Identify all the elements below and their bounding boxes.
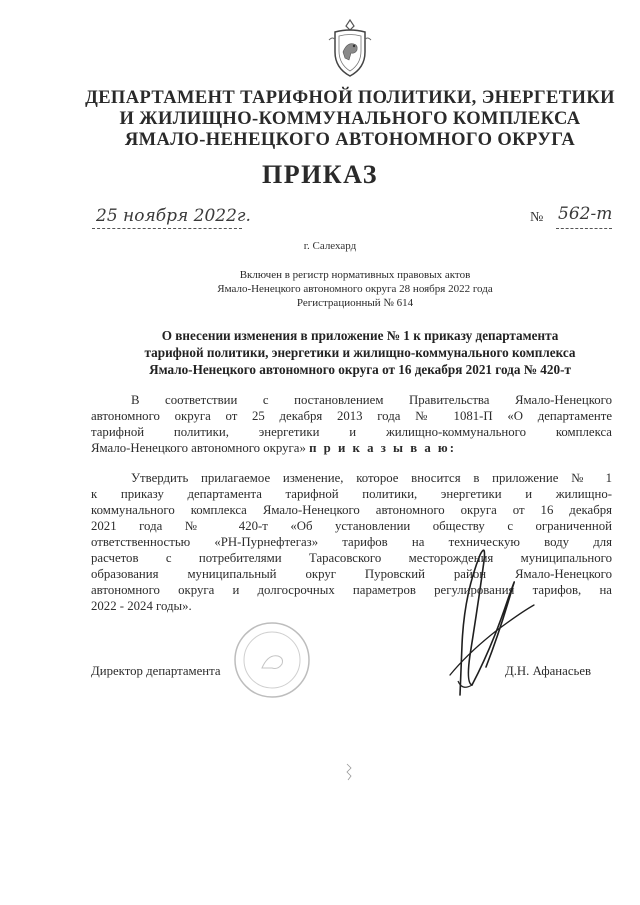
- paragraph-line-text: Ямало-Ненецкого автономного округа»: [91, 441, 306, 455]
- paragraph-line: 2021 года № 420-т «Об установлении обществу с ограниченной: [91, 519, 612, 533]
- paragraph-line: расчетов с потребителями Тарасовского месторождения муниципального: [91, 551, 612, 565]
- signatory-position: Директор департамента: [91, 664, 221, 678]
- paragraph-line: автономного округа и долгосрочных параметров регулирования тарифов, на: [91, 583, 612, 597]
- paragraph-line: тарифной политики, энергетики и жилищно-коммунального комплекса: [91, 425, 612, 439]
- department-name-line-2: И ЖИЛИЩНО-КОММУНАЛЬНОГО КОМПЛЕКСА: [119, 109, 581, 129]
- order-title-line-2: тарифной политики, энергетики и жилищно-коммунального комплекса: [144, 345, 576, 360]
- paragraph-line: [91, 440, 612, 456]
- registration-line-3: Регистрационный № 614: [296, 297, 414, 309]
- paragraph-line: к приказу департамента тарифной политики, энергетики и жилищно-: [91, 487, 612, 501]
- paragraph-line: образования муниципальный округ Пуровский район Ямало-Ненецкого: [91, 567, 612, 581]
- order-date: 25 ноября 2022г.: [96, 206, 251, 226]
- order-number: 562-т: [558, 204, 613, 224]
- paragraph-line: ответственностью «РН-Пурнефтегаз» тарифов на техническую воду для: [91, 535, 612, 549]
- number-underline: [556, 228, 612, 229]
- registration-line-1: Включен в регистр нормативных правовых актов: [239, 269, 471, 281]
- registration-line-2: Ямало-Ненецкого автономного округа 28 ноября 2022 года: [217, 283, 493, 295]
- document-type-heading: ПРИКАЗ: [261, 160, 379, 189]
- page-mark-icon: [343, 762, 355, 782]
- order-title-line-1: О внесении изменения в приложение № 1 к приказу департамента: [161, 328, 559, 343]
- preamble-paragraph: [91, 392, 612, 456]
- paragraph-line: коммунального комплекса Ямало-Ненецкого автономного округа от 16 декабря: [91, 503, 612, 517]
- order-directive-word: п р и к а з ы в а ю:: [309, 441, 456, 455]
- department-name-line-3: ЯМАЛО-НЕНЕЦКОГО АВТОНОМНОГО ОКРУГА: [124, 130, 576, 150]
- paragraph-line: Утвердить прилагаемое изменение, которое вносится в приложение № 1: [131, 471, 612, 485]
- coat-of-arms-icon: [327, 18, 373, 80]
- city-line: г. Салехард: [303, 240, 357, 252]
- order-title-line-3: Ямало-Ненецкого автономного округа от 16 декабря 2021 года № 420-т: [149, 362, 571, 377]
- paragraph-line: В соответствии с постановлением Правительства Ямало-Ненецкого: [131, 393, 612, 407]
- department-name-line-1: ДЕПАРТАМЕНТ ТАРИФНОЙ ПОЛИТИКИ, ЭНЕРГЕТИКИ: [85, 88, 615, 108]
- signatory-name: Д.Н. Афанасьев: [505, 664, 592, 678]
- paragraph-line: 2022 - 2024 годы».: [91, 599, 192, 613]
- date-underline: [92, 228, 242, 229]
- paragraph-line: автономного округа от 25 декабря 2013 года № 1081-П «О департаменте: [91, 409, 612, 423]
- official-seal-icon: [232, 620, 312, 700]
- number-sign: №: [530, 210, 544, 225]
